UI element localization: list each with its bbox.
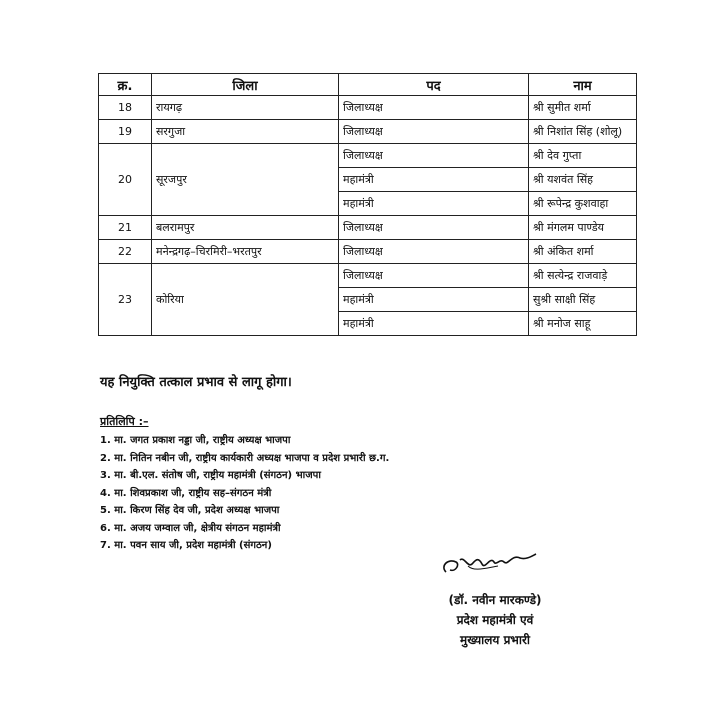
table-row (99, 144, 637, 168)
post-cell: महामंत्री (339, 192, 529, 216)
name-cell: श्री यशवंत सिंह (529, 168, 637, 192)
serial-cell: 22 (99, 240, 152, 264)
signatory-block (410, 590, 580, 650)
header-post: पद (339, 74, 529, 96)
post-cell: महामंत्री (339, 288, 529, 312)
name-cell: श्री सत्येन्द्र राजवाड़े (529, 264, 637, 288)
table-row (99, 96, 637, 120)
list-item: 1. मा. जगत प्रकाश नड्डा जी, राष्ट्रीय अध्यक्ष भाजपा (100, 435, 291, 446)
signature-image (438, 546, 538, 580)
name-cell: श्री मंगलम पाण्डेय (529, 216, 637, 240)
list-item: 2. मा. नितिन नबीन जी, राष्ट्रीय कार्यकारी अध्यक्ष भाजपा व प्रदेश प्रभारी छ.ग. (100, 452, 390, 464)
post-cell: जिलाध्यक्ष (339, 216, 529, 240)
name-cell: श्री अंकित शर्मा (529, 240, 637, 264)
post-cell: जिलाध्यक्ष (339, 264, 529, 288)
post-cell: महामंत्री (339, 168, 529, 192)
name-cell: श्री निशांत सिंह (शोलू) (529, 120, 637, 144)
signatory-designation: प्रदेश महामंत्री एवं (456, 613, 534, 627)
list-item: 4. मा. शिवप्रकाश जी, राष्ट्रीय सह–संगठन मंत्री (100, 487, 272, 499)
list-item: 3. मा. बी.एल. संतोष जी, राष्ट्रीय महामंत्री (संगठन) भाजपा (100, 470, 321, 481)
post-cell: जिलाध्यक्ष (339, 120, 529, 144)
name-cell: सुश्री साक्षी सिंह (529, 288, 637, 312)
table-row (99, 216, 637, 240)
post-cell: जिलाध्यक्ष (339, 144, 529, 168)
list-item: 5. मा. किरण सिंह देव जी, प्रदेश अध्यक्ष भाजपा (100, 505, 280, 516)
cc-title: प्रतिलिपि :– (100, 415, 149, 428)
header-name: नाम (529, 74, 637, 96)
serial-cell: 19 (99, 120, 152, 144)
serial-cell: 18 (99, 96, 152, 120)
serial-cell: 21 (99, 216, 152, 240)
district-cell: सूरजपुर (152, 144, 339, 216)
post-cell: जिलाध्यक्ष (339, 96, 529, 120)
table-row (99, 264, 637, 288)
district-cell: मनेन्द्रगढ़–चिरमिरी–भरतपुर (152, 240, 339, 264)
post-cell: महामंत्री (339, 312, 529, 336)
serial-cell: 23 (99, 264, 152, 336)
table-row (99, 120, 637, 144)
district-cell: सरगुजा (152, 120, 339, 144)
name-cell: श्री मनोज साहू (529, 312, 637, 336)
table-row (99, 240, 637, 264)
header-serial: क्र. (99, 74, 152, 96)
effect-note: यह नियुक्ति तत्काल प्रभाव से लागू होगा। (100, 375, 292, 390)
district-cell: कोरिया (152, 264, 339, 336)
list-item: 7. मा. पवन साय जी, प्रदेश महामंत्री (संगठन) (100, 540, 272, 551)
serial-cell: 20 (99, 144, 152, 216)
signatory-designation: मुख्यालय प्रभारी (460, 633, 530, 647)
list-item: 6. मा. अजय जम्वाल जी, क्षेत्रीय संगठन महामंत्री (100, 522, 281, 534)
district-cell: रायगढ़ (152, 96, 339, 120)
table-header-row (99, 74, 637, 96)
name-cell: श्री रूपेन्द्र कुशवाहा (529, 192, 637, 216)
district-cell: बलरामपुर (152, 216, 339, 240)
name-cell: श्री सुमीत शर्मा (529, 96, 637, 120)
name-cell: श्री देव गुप्ता (529, 144, 637, 168)
post-cell: जिलाध्यक्ष (339, 240, 529, 264)
cc-list (100, 432, 389, 555)
header-district: जिला (152, 74, 339, 96)
signatory-name: (डॉ. नवीन मारकण्डे) (448, 593, 542, 607)
appointment-table (98, 73, 637, 336)
